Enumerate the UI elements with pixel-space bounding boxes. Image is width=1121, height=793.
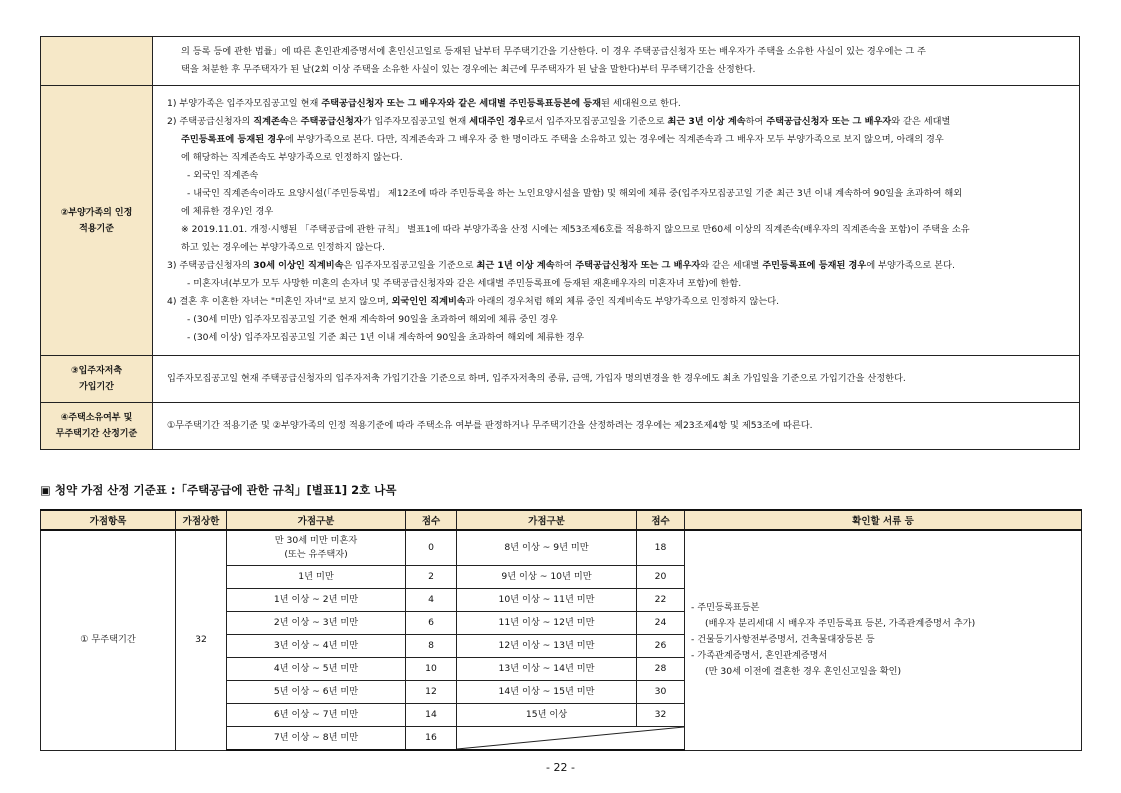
category-cell: 6년 이상 ~ 7년 미만 [227, 704, 406, 727]
para-2-line-3: 에 해당하는 직계존속도 부양가족으로 인정하지 않는다. [181, 151, 403, 163]
doc-line: (배우자 분리세대 시 배우자 주민등록표 등본, 가족관계증명서 추가) [705, 618, 976, 630]
header-cell: 가점구분 [457, 510, 637, 530]
score-cell: 14 [406, 704, 457, 727]
para-4 [167, 293, 1071, 311]
header-cell: 점수 [406, 510, 457, 530]
criteria-row-dependents [41, 86, 1080, 356]
text-line: 의 등록 등에 관한 법률」에 따른 혼인관계증명서에 혼인신고일로 등재된 날부터 무주택기간을 기산한다. 이 경우 주택공급신청자 또는 배우자가 주택을 소유한 사실이 있는 경우에는 그 주 [181, 46, 926, 57]
score-cell: 0 [406, 530, 457, 566]
bold-text: 주택공급신청자 또는 그 배우자와 같은 세대별 주민등록표등본에 등재 [321, 97, 602, 109]
category-cell: 1년 미만 [227, 566, 406, 589]
header-cell: 가점상한 [176, 510, 227, 530]
bold-text: 주택공급신청자 또는 그 배우자 [575, 259, 701, 271]
diagonal-line [457, 727, 684, 749]
label-line: ③입주자저축 [70, 366, 123, 376]
text: 로서 입주자모집공고일을 기준으로 [525, 115, 668, 127]
doc-line: (만 30세 이전에 결혼한 경우 혼인신고일을 확인) [705, 666, 902, 678]
row-content: 입주자모집공고일 현재 주택공급신청자의 입주자저축 가입기간을 기준으로 하며, 입주자저축의 종류, 금액, 가입자 명의변경을 한 경우에도 최초 가입일을 기준으로 가입기간을 산정한다. [153, 356, 1080, 403]
text: 은 [288, 115, 301, 127]
label-line: ②부양가족의 인정 [60, 207, 133, 218]
row-label [41, 403, 153, 450]
bold-text: 외국인인 직계비속 [391, 295, 466, 307]
bullet-domestic: - 내국인 직계존속이라도 요양시설(「주민등록법」 제12조에 따라 주민등록을 하는 노인요양시설을 말함) 및 해외에 체류 중(입주자모집공고일 기준 최근 3년 이내 계속하여 90일을 초과하여 해외 [187, 187, 963, 199]
text: 된 세대원으로 한다. [601, 97, 681, 109]
score-cell: 30 [637, 681, 685, 704]
section-title: ▣ 청약 가점 산정 기준표 :「주택공급에 관한 규칙」[별표1] 2호 나목 [40, 483, 397, 497]
text: 에 부양가족으로 본다. [866, 259, 955, 271]
text: 와 같은 세대별 [700, 259, 763, 271]
bullet-foreign: - 외국인 직계존속 [187, 169, 259, 181]
text: 은 입주자모집공고일을 기준으로 [343, 259, 477, 271]
doc-line: - 주민등록표등본 [691, 602, 760, 614]
para-3 [167, 257, 1071, 275]
text: 하여 [554, 259, 576, 271]
para-2-line-2 [167, 131, 1071, 149]
bold-text: 최근 1년 이상 계속 [476, 259, 555, 271]
cap-cell: 32 [176, 530, 227, 750]
doc-line: - 가족관계증명서, 혼인관계증명서 [691, 650, 828, 662]
item-cell: ① 무주택기간 [41, 530, 176, 750]
bold-text: 30세 이상인 직계비속 [253, 259, 344, 271]
row-label [41, 37, 153, 86]
category-cell: 3년 이상 ~ 4년 미만 [227, 635, 406, 658]
bold-text: 세대주인 경우 [469, 115, 526, 127]
text: 2) 주택공급신청자의 [167, 115, 254, 127]
category-cell: 13년 이상 ~ 14년 미만 [457, 658, 637, 681]
bold-text: 주민등록표에 등재된 경우 [762, 259, 867, 271]
criteria-row-continuation [41, 37, 1080, 86]
cell-line: (또는 유주택자) [284, 549, 348, 560]
bullet-unmarried: - 미혼자녀(부모가 모두 사망한 미혼의 손자녀 및 주택공급신청자와 같은 세대별 주민등록표에 등재된 재혼배우자의 미혼자녀 포함)에 한함. [187, 277, 742, 289]
label-line: 적용기준 [79, 223, 114, 234]
bold-text: 주택공급신청자 [300, 115, 363, 127]
para-1 [167, 95, 1071, 113]
score-cell: 22 [637, 589, 685, 612]
note-line: 하고 있는 경우에는 부양가족으로 인정하지 않는다. [181, 241, 385, 253]
row-content [153, 86, 1080, 356]
text: 에 부양가족으로 본다. 다만, 직계존속과 그 배우자 중 한 명이라도 주택을 소유하고 있는 경우에는 직계존속과 그 배우자 모두 부양가족으로 보지 않으며, 아래의 경우 [285, 133, 944, 145]
category-cell: 15년 이상 [457, 704, 637, 727]
text: 가 입주자모집공고일 현재 [362, 115, 470, 127]
score-cell: 24 [637, 612, 685, 635]
category-cell: 1년 이상 ~ 2년 미만 [227, 589, 406, 612]
text: 와 같은 세대별 [891, 115, 951, 127]
category-cell: 5년 이상 ~ 6년 미만 [227, 681, 406, 704]
score-cell: 32 [637, 704, 685, 727]
label-line: ④주택소유여부 및 [60, 413, 133, 423]
table-row [41, 530, 1082, 566]
category-cell: 12년 이상 ~ 13년 미만 [457, 635, 637, 658]
bullet-under-30: - (30세 미만) 입주자모집공고일 기준 현재 계속하여 90일을 초과하여 해외에 체류 중인 경우 [187, 313, 558, 325]
header-cell: 가점구분 [227, 510, 406, 530]
score-cell: 4 [406, 589, 457, 612]
score-cell: 8 [406, 635, 457, 658]
score-cell: 18 [637, 530, 685, 566]
category-cell: 4년 이상 ~ 5년 미만 [227, 658, 406, 681]
category-cell: 8년 이상 ~ 9년 미만 [457, 530, 637, 566]
text: 4) 결혼 후 이혼한 자녀는 "미혼인 자녀"로 보지 않으며, [167, 295, 392, 307]
header-row [41, 510, 1082, 530]
text: 하여 [745, 115, 767, 127]
bold-text: 직계존속 [253, 115, 289, 127]
text: 3) 주택공급신청자의 [167, 259, 254, 271]
category-cell: 9년 이상 ~ 10년 미만 [457, 566, 637, 589]
para-2 [167, 113, 1071, 131]
row-content: ①무주택기간 적용기준 및 ②부양가족의 인정 적용기준에 따라 주택소유 여부를 판정하거나 무주택기간을 산정하려는 경우에는 제23조제4항 및 제53조에 따른다. [153, 403, 1080, 450]
category-cell [227, 530, 406, 566]
header-cell: 점수 [637, 510, 685, 530]
bold-text: 최근 3년 이상 계속 [667, 115, 746, 127]
cell-line: 만 30세 미만 미혼자 [274, 535, 358, 546]
score-cell: 6 [406, 612, 457, 635]
row-label [41, 356, 153, 403]
score-cell: 28 [637, 658, 685, 681]
page-number: - 22 - [546, 761, 575, 774]
criteria-row-savings [41, 356, 1080, 403]
category-cell: 7년 이상 ~ 8년 미만 [227, 727, 406, 751]
row-label [41, 86, 153, 356]
category-cell: 14년 이상 ~ 15년 미만 [457, 681, 637, 704]
bullet-domestic-cont: 에 체류한 경우)인 경우 [181, 205, 274, 217]
score-table [40, 509, 1082, 751]
empty-diagonal-cell [457, 727, 685, 751]
category-cell: 2년 이상 ~ 3년 미만 [227, 612, 406, 635]
bold-text: 주택공급신청자 또는 그 배우자 [766, 115, 892, 127]
label-line: 무주택기간 산정기준 [55, 429, 138, 439]
score-cell: 26 [637, 635, 685, 658]
category-cell: 11년 이상 ~ 12년 미만 [457, 612, 637, 635]
text: 1) 부양가족은 입주자모집공고일 현재 [167, 97, 322, 109]
score-cell: 10 [406, 658, 457, 681]
score-cell: 16 [406, 727, 457, 751]
text-line: 택을 처분한 후 무주택자가 된 날(2회 이상 주택을 소유한 사실이 있는 경우에는 최근에 무주택자가 된 날을 말한다)부터 무주택기간을 산정한다. [181, 64, 756, 75]
category-cell: 10년 이상 ~ 11년 미만 [457, 589, 637, 612]
criteria-row-ownership [41, 403, 1080, 450]
doc-line: - 건물등기사항전부증명서, 건축물대장등본 등 [691, 634, 875, 646]
bold-text: 주민등록표에 등재된 경우 [181, 133, 286, 145]
header-cell: 확인할 서류 등 [685, 510, 1082, 530]
label-line: 가입기간 [79, 382, 114, 392]
row-content [153, 37, 1080, 86]
score-cell: 2 [406, 566, 457, 589]
header-cell: 가점항목 [41, 510, 176, 530]
bullet-over-30: - (30세 이상) 입주자모집공고일 기준 최근 1년 이내 계속하여 90일을 초과하여 해외에 체류한 경우 [187, 331, 585, 343]
note-line: ※ 2019.11.01. 개정·시행된 「주택공급에 관한 규칙」 별표1에 따라 부양가족을 산정 시에는 제53조제6호를 적용하지 않으므로 만60세 이상의 직계존속(배우자의 직계존속을 포함)이 주택을 소유 [181, 223, 970, 235]
criteria-table [40, 36, 1080, 450]
score-cell: 12 [406, 681, 457, 704]
documents-cell [685, 530, 1082, 750]
text: 과 아래의 경우처럼 해외 체류 중인 직계비속도 부양가족으로 인정하지 않는다. [465, 295, 780, 307]
score-cell: 20 [637, 566, 685, 589]
